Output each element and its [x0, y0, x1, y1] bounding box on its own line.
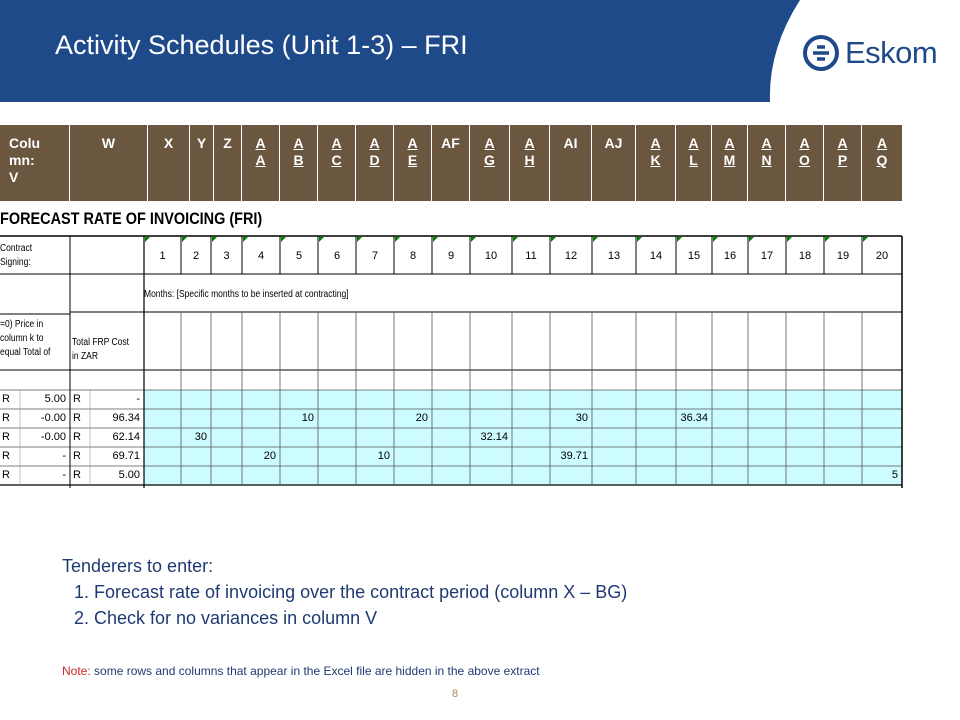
month-value-cell: 10 [377, 450, 390, 462]
column-header-text: G [484, 152, 495, 168]
instruction-item: 2. Check for no variances in column V [94, 605, 627, 631]
month-number: 6 [333, 250, 341, 262]
month-value-cell: 32.14 [480, 431, 508, 443]
month-value-cell: 36.34 [680, 412, 708, 424]
month-number: 11 [525, 250, 537, 262]
column-header-text: A [331, 135, 342, 151]
contract-label-line-1: Contract [0, 243, 33, 254]
instruction-item: 1. Forecast rate of invoicing over the contract period (column X – BG) [94, 579, 627, 605]
check-label [0, 318, 50, 360]
column-header-text: Q [876, 152, 888, 168]
cell-comment-marker [713, 237, 718, 242]
column-header-cell [432, 125, 470, 201]
cell-comment-marker [433, 237, 438, 242]
months-label: Months: [Specific months to be inserted at contracting] [144, 289, 349, 300]
column-header-cell [786, 125, 824, 201]
month-number: 17 [760, 250, 774, 262]
column-header-text: A [799, 135, 810, 151]
column-header-cell [242, 125, 280, 201]
column-header-cell [148, 125, 190, 201]
total-label-line-1: Total FRP Cost [72, 337, 130, 348]
contract-label-line-2: Signing: [0, 257, 31, 268]
column-header-cell [190, 125, 214, 201]
column-header-text: A [255, 135, 266, 151]
column-header-text: A [724, 135, 735, 151]
total-frp-value: 5.00 [118, 469, 140, 481]
month-number: 1 [159, 250, 166, 262]
month-number: 3 [223, 250, 230, 262]
column-header-text: A [650, 135, 661, 151]
month-value-cell: 30 [194, 431, 207, 443]
cell-comment-marker [825, 237, 830, 242]
column-header-text: O [799, 152, 810, 168]
cell-comment-marker [319, 237, 324, 242]
variance-value: - [62, 450, 66, 462]
column-header-text: A [876, 135, 888, 151]
instructions [62, 553, 627, 631]
column-header-text: C [331, 152, 342, 168]
check-label-line-1: =0) Price in [0, 319, 44, 330]
column-header-cell [280, 125, 318, 201]
currency-symbol: R [73, 431, 81, 443]
eskom-logo-text: Eskom [845, 35, 938, 70]
column-header-text: A [407, 135, 418, 151]
column-header-cell [0, 125, 70, 201]
column-header-cell [712, 125, 748, 201]
month-number: 7 [371, 250, 379, 262]
month-number: 13 [607, 250, 621, 262]
note-label: Note: [62, 664, 91, 678]
cell-comment-marker [787, 237, 792, 242]
cell-comment-marker [551, 237, 556, 242]
page-number: 8 [452, 688, 459, 700]
cell-comment-marker [182, 237, 187, 242]
slide-header [0, 0, 960, 102]
column-header-text: A [484, 135, 495, 151]
month-number: 2 [192, 250, 200, 262]
column-header-text: AI [563, 135, 578, 151]
column-header-cell [510, 125, 550, 201]
instructions-heading: Tenderers to enter: [62, 556, 214, 576]
column-header-cell [862, 125, 903, 201]
total-label-line-2: in ZAR [72, 351, 98, 362]
currency-symbol: R [73, 469, 81, 481]
column-header-text: mn: [9, 152, 35, 168]
currency-symbol: R [2, 431, 10, 443]
check-label-line-3: equal Total of [0, 347, 51, 358]
column-header-text: B [293, 152, 304, 168]
column-header-text: M [723, 152, 736, 168]
eskom-logo [803, 33, 937, 73]
column-header-cell [636, 125, 676, 201]
column-header-text: AF [441, 135, 460, 151]
month-number: 14 [649, 250, 663, 262]
month-number: 5 [295, 250, 303, 262]
currency-symbol: R [2, 393, 10, 405]
total-frp-value: 62.14 [112, 431, 140, 443]
month-value-cell: 20 [263, 450, 276, 462]
month-value-cell: 5 [891, 469, 898, 481]
check-label-line-2: column k to [0, 333, 44, 344]
column-header-text: H [524, 152, 535, 168]
cell-comment-marker [357, 237, 362, 242]
cell-comment-marker [513, 237, 518, 242]
month-number: 4 [257, 250, 265, 262]
column-header-text: A [369, 135, 380, 151]
column-header-cell [356, 125, 394, 201]
column-header-text: A [837, 135, 848, 151]
total-frp-value: - [136, 393, 140, 405]
column-header-cell [214, 125, 242, 201]
column-header-cell [824, 125, 862, 201]
month-number: 18 [798, 250, 812, 262]
eskom-logo-icon [803, 35, 839, 71]
variance-value: 5.00 [44, 393, 66, 405]
month-number: 9 [447, 250, 455, 262]
cell-comment-marker [677, 237, 682, 242]
currency-symbol: R [73, 393, 81, 405]
column-header-text: D [369, 152, 380, 168]
currency-symbol: R [2, 450, 10, 462]
column-header-text: A [761, 135, 772, 151]
column-header-cell [550, 125, 592, 201]
column-header-cell [748, 125, 786, 201]
column-header-text: Colu [9, 135, 41, 151]
column-header-cell [394, 125, 432, 201]
note-text: some rows and columns that appear in the Excel file are hidden in the above extract [90, 664, 540, 678]
month-number: 8 [409, 250, 417, 262]
column-header-text: W [101, 135, 116, 151]
cell-fill [144, 390, 902, 485]
footnote [62, 664, 540, 678]
column-header-text: X [163, 135, 174, 151]
column-header-cell [318, 125, 356, 201]
slide-title: Activity Schedules (Unit 1-3) – FRI [55, 30, 468, 60]
fri-heading: FORECAST RATE OF INVOICING (FRI) [0, 209, 263, 228]
month-value-cell: 10 [301, 412, 314, 424]
column-header-text: A [293, 135, 304, 151]
column-header-text: AJ [604, 135, 623, 151]
column-header-cell [70, 125, 148, 201]
total-frp-value: 69.71 [112, 450, 140, 462]
month-number: 20 [875, 250, 889, 262]
variance-value: - [62, 469, 66, 481]
cell-comment-marker [863, 237, 868, 242]
column-header-text: Z [223, 135, 232, 151]
column-header-text: Y [196, 135, 207, 151]
currency-symbol: R [2, 469, 10, 481]
variance-value: -0.00 [40, 412, 66, 424]
total-frp-value: 96.34 [112, 412, 140, 424]
month-number: 15 [687, 250, 701, 262]
currency-symbol: R [73, 450, 81, 462]
cell-comment-marker [593, 237, 598, 242]
month-value-cell: 30 [575, 412, 588, 424]
column-header-cell [676, 125, 712, 201]
month-number: 10 [484, 250, 498, 262]
month-value-cell: 20 [415, 412, 428, 424]
cell-comment-marker [212, 237, 217, 242]
total-frp-label [72, 336, 129, 364]
instructions-list [62, 579, 627, 631]
column-header-bar [0, 125, 903, 201]
column-header-text: A [688, 135, 699, 151]
column-header-cell [592, 125, 636, 201]
month-value-cell: 39.71 [560, 450, 588, 462]
month-number: 16 [723, 250, 737, 262]
cell-comment-marker [749, 237, 754, 242]
column-header-text: E [407, 152, 418, 168]
currency-symbol: R [73, 412, 81, 424]
column-header-text: A [524, 135, 535, 151]
variance-value: -0.00 [40, 431, 66, 443]
column-header-text: L [689, 152, 698, 168]
cell-comment-marker [637, 237, 642, 242]
fri-spreadsheet [0, 234, 904, 489]
column-header-text: N [761, 152, 772, 168]
column-header-text: A [255, 152, 266, 168]
cell-comment-marker [281, 237, 286, 242]
cell-comment-marker [145, 237, 150, 242]
column-header-text: P [837, 152, 848, 168]
column-header-text: V [9, 169, 19, 185]
currency-symbol: R [2, 412, 10, 424]
cell-comment-marker [395, 237, 400, 242]
month-number: 12 [564, 250, 578, 262]
column-header-text: K [650, 152, 661, 168]
month-number: 19 [836, 250, 850, 262]
cell-comment-marker [471, 237, 476, 242]
contract-signing-label [0, 242, 32, 270]
cell-comment-marker [243, 237, 248, 242]
column-header-cell [470, 125, 510, 201]
